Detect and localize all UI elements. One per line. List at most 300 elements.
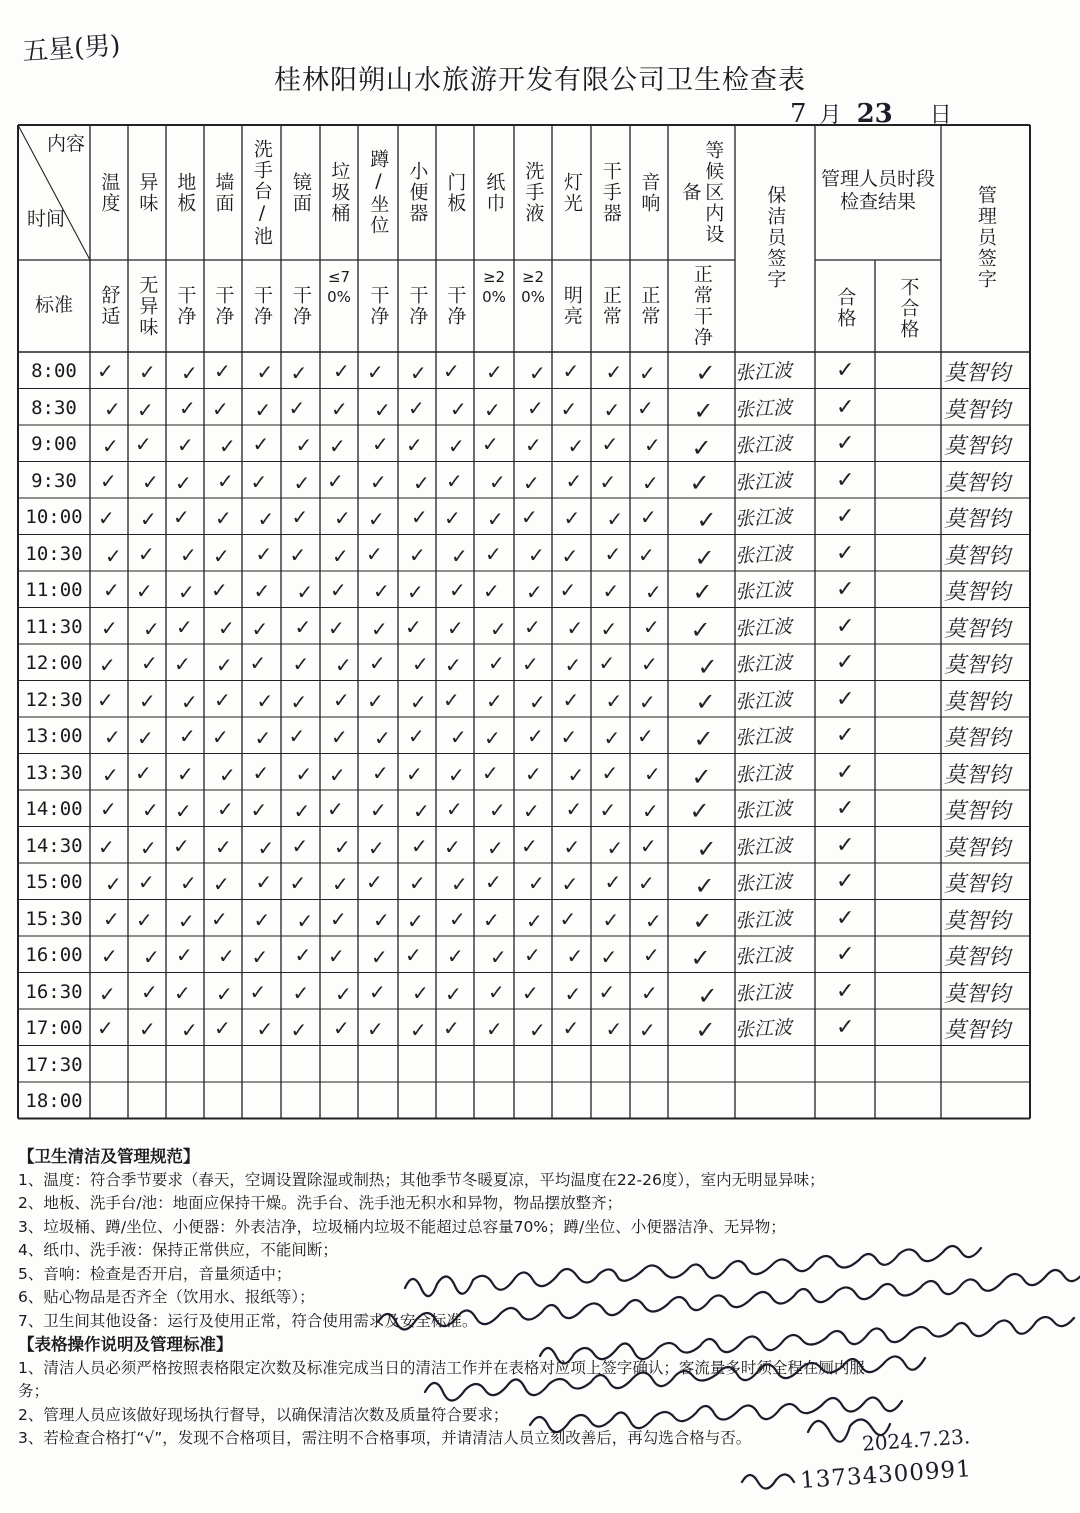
check-mark: ✓ bbox=[373, 907, 390, 932]
check-mark: ✓ bbox=[214, 359, 231, 383]
check-mark: ✓ bbox=[443, 359, 460, 383]
check-mark: ✓ bbox=[559, 906, 577, 931]
check-mark: ✓ bbox=[524, 614, 541, 639]
check-mark: ✓ bbox=[140, 835, 157, 860]
manager-result-pass: ✓ bbox=[836, 905, 855, 931]
check-mark: ✓ bbox=[296, 580, 314, 604]
manager-result-pass: ✓ bbox=[836, 723, 855, 748]
check-mark: ✓ bbox=[601, 760, 619, 785]
handwritten-note-phone: 13734300991 bbox=[799, 1456, 973, 1494]
check-mark: ✓ bbox=[136, 579, 153, 603]
check-mark: ✓ bbox=[527, 724, 544, 748]
check-mark: ✓ bbox=[295, 433, 313, 457]
cleaner-signature: 张江波 bbox=[734, 505, 793, 531]
rule-item: 4、纸巾、洗手液：保持正常供应，不能间断； bbox=[18, 1241, 338, 1259]
manager-signature: 莫智钧 bbox=[944, 470, 1011, 496]
rule-item: 1、清洁人员必须严格按照表格限定次数及标准完成当日的清洁工作并在表格对应项上签字确认；客流量多时须全程在厕内服 bbox=[18, 1358, 865, 1377]
check-mark: ✓ bbox=[444, 506, 461, 530]
time-label: 14:00 bbox=[25, 798, 83, 820]
check-mark: ✓ bbox=[369, 651, 386, 675]
check-mark: ✓ bbox=[637, 724, 654, 748]
check-mark: ✓ bbox=[602, 579, 620, 603]
column-standard-14: 正常 bbox=[638, 285, 661, 327]
cleaner-signature: 张江波 bbox=[734, 578, 793, 604]
column-standard-6: ≤70% bbox=[327, 268, 351, 306]
check-mark: ✓ bbox=[521, 833, 538, 858]
time-label: 10:30 bbox=[25, 542, 83, 565]
check-mark: ✓ bbox=[450, 396, 467, 421]
check-mark: ✓ bbox=[100, 797, 117, 821]
check-mark: ✓ bbox=[482, 760, 499, 785]
check-mark: ✓ bbox=[255, 870, 273, 894]
check-mark: ✓ bbox=[256, 360, 274, 384]
check-mark: ✓ bbox=[139, 360, 156, 384]
manager-signature: 莫智钧 bbox=[944, 434, 1011, 459]
check-mark: ✓ bbox=[642, 470, 659, 495]
check-mark: ✓ bbox=[604, 870, 622, 894]
check-mark: ✓ bbox=[638, 542, 655, 567]
check-mark: ✓ bbox=[288, 724, 306, 748]
column-header-11: 洗手液 bbox=[522, 161, 545, 224]
column-header-0: 温度 bbox=[98, 171, 121, 214]
check-mark: ✓ bbox=[486, 688, 503, 713]
rule-item: 务； bbox=[18, 1382, 50, 1400]
check-mark: ✓ bbox=[690, 615, 711, 644]
column-standard-9: 干净 bbox=[444, 285, 467, 327]
check-mark: ✓ bbox=[412, 980, 429, 1005]
manager-result-pass: ✓ bbox=[836, 1015, 855, 1040]
check-mark: ✓ bbox=[137, 726, 154, 750]
header-corner-top: 内容 bbox=[46, 133, 85, 155]
check-mark: ✓ bbox=[138, 541, 155, 566]
check-mark: ✓ bbox=[293, 470, 311, 495]
check-mark: ✓ bbox=[565, 468, 583, 493]
column-standard-11: ≥20% bbox=[521, 268, 545, 306]
check-mark: ✓ bbox=[257, 835, 275, 860]
check-mark: ✓ bbox=[485, 541, 502, 566]
time-label: 17:30 bbox=[25, 1053, 83, 1076]
check-mark: ✓ bbox=[605, 360, 623, 384]
check-mark: ✓ bbox=[696, 834, 717, 863]
column-standard-2: 干净 bbox=[174, 285, 197, 327]
check-mark: ✓ bbox=[695, 687, 716, 716]
check-mark: ✓ bbox=[694, 543, 715, 572]
manager-signature: 莫智钧 bbox=[944, 653, 1011, 678]
check-mark: ✓ bbox=[406, 433, 423, 457]
check-mark: ✓ bbox=[529, 689, 546, 714]
column-header-12: 灯光 bbox=[560, 171, 583, 214]
check-mark: ✓ bbox=[486, 1017, 503, 1041]
check-mark: ✓ bbox=[176, 943, 193, 967]
manager-signature: 莫智钧 bbox=[944, 361, 1011, 386]
check-mark: ✓ bbox=[450, 725, 467, 749]
check-mark: ✓ bbox=[407, 908, 424, 933]
check-mark: ✓ bbox=[644, 433, 661, 457]
cleaner-signature: 张江波 bbox=[734, 761, 793, 786]
manager-signature: 莫智钧 bbox=[944, 835, 1011, 861]
check-mark: ✓ bbox=[104, 396, 121, 421]
check-mark: ✓ bbox=[691, 762, 712, 791]
check-mark: ✓ bbox=[690, 944, 711, 972]
column-header-8: 小便器 bbox=[406, 161, 429, 224]
check-mark: ✓ bbox=[290, 1018, 308, 1042]
check-mark: ✓ bbox=[562, 359, 580, 383]
time-label: 8:00 bbox=[31, 360, 77, 382]
column-standard-7: 干净 bbox=[367, 285, 390, 327]
check-mark: ✓ bbox=[250, 798, 268, 822]
check-mark: ✓ bbox=[410, 1018, 427, 1042]
cleaner-signature: 张江波 bbox=[734, 980, 793, 1005]
time-label: 15:00 bbox=[25, 871, 83, 893]
check-mark: ✓ bbox=[603, 726, 621, 750]
manager-result-pass: ✓ bbox=[836, 504, 855, 529]
check-mark: ✓ bbox=[487, 835, 504, 860]
check-mark: ✓ bbox=[103, 578, 120, 602]
check-mark: ✓ bbox=[413, 799, 430, 823]
column-header-14: 音响 bbox=[638, 171, 661, 214]
rule-item: 3、若检查合格打“√”，发现不合格项目，需注明不合格事项，并请清洁人员立刻改善后，再勾选合格与否。 bbox=[18, 1429, 752, 1447]
cleaner-signature: 张江波 bbox=[734, 542, 793, 567]
check-mark: ✓ bbox=[174, 652, 191, 676]
handwritten-note-date: 2024.7.23. bbox=[861, 1424, 971, 1456]
check-mark: ✓ bbox=[637, 395, 654, 420]
check-mark: ✓ bbox=[644, 761, 661, 786]
check-mark: ✓ bbox=[602, 907, 620, 932]
check-mark: ✓ bbox=[329, 434, 346, 458]
check-mark: ✓ bbox=[252, 760, 270, 785]
rule-item: 1、温度：符合季节要求（春天，空调设置除湿或制热；其他季节冬暖夏凉，平均温度在22-26度），室内无明显异味； bbox=[18, 1170, 825, 1189]
check-mark: ✓ bbox=[641, 652, 658, 676]
check-mark: ✓ bbox=[562, 1016, 580, 1040]
check-mark: ✓ bbox=[252, 432, 270, 456]
rule-item: 2、地板、洗手台/池：地面应保持干燥。洗手台、洗手池无积水和异物，物品摆放整齐； bbox=[18, 1194, 623, 1212]
check-mark: ✓ bbox=[645, 908, 662, 933]
check-mark: ✓ bbox=[328, 615, 345, 640]
check-mark: ✓ bbox=[289, 542, 307, 567]
check-mark: ✓ bbox=[213, 543, 230, 568]
check-mark: ✓ bbox=[211, 906, 228, 931]
manager-signature: 莫智钧 bbox=[944, 945, 1011, 970]
check-mark: ✓ bbox=[290, 361, 308, 385]
column-header-3: 墙面 bbox=[212, 171, 235, 214]
date-month-label: 月 bbox=[819, 103, 842, 128]
check-mark: ✓ bbox=[367, 1017, 384, 1041]
check-mark: ✓ bbox=[105, 543, 122, 568]
check-mark: ✓ bbox=[412, 652, 429, 676]
check-mark: ✓ bbox=[140, 507, 157, 531]
column-standard-15: 正常干净 bbox=[690, 264, 713, 348]
page-title: 桂林阳朔山水旅游开发有限公司卫生检查表 bbox=[274, 65, 806, 96]
column-header-15: 等候区内设备 bbox=[679, 140, 725, 245]
check-mark: ✓ bbox=[97, 687, 114, 712]
check-mark: ✓ bbox=[521, 505, 538, 529]
column-standard-1: 无异味 bbox=[136, 274, 159, 338]
check-mark: ✓ bbox=[525, 433, 542, 457]
column-standard-13: 正常 bbox=[599, 285, 622, 327]
check-mark: ✓ bbox=[100, 468, 117, 493]
check-mark: ✓ bbox=[445, 653, 462, 677]
check-mark: ✓ bbox=[181, 1018, 198, 1042]
check-mark: ✓ bbox=[605, 688, 623, 713]
check-mark: ✓ bbox=[527, 395, 544, 420]
check-mark: ✓ bbox=[372, 432, 389, 456]
time-label: 18:00 bbox=[25, 1090, 83, 1112]
check-mark: ✓ bbox=[327, 797, 344, 821]
check-mark: ✓ bbox=[486, 360, 503, 384]
check-mark: ✓ bbox=[483, 579, 500, 603]
check-mark: ✓ bbox=[212, 725, 229, 749]
check-mark: ✓ bbox=[522, 980, 539, 1005]
manager-signature: 莫智钧 bbox=[944, 908, 1011, 934]
column-standard-0: 舒适 bbox=[98, 285, 121, 327]
date-day: 23 bbox=[856, 99, 893, 129]
check-mark: ✓ bbox=[217, 468, 234, 493]
check-mark: ✓ bbox=[693, 396, 714, 425]
check-mark: ✓ bbox=[638, 871, 655, 895]
check-mark: ✓ bbox=[600, 616, 618, 641]
check-mark: ✓ bbox=[606, 835, 624, 860]
check-mark: ✓ bbox=[180, 871, 197, 895]
check-mark: ✓ bbox=[599, 469, 617, 494]
check-mark: ✓ bbox=[374, 726, 391, 750]
check-mark: ✓ bbox=[334, 834, 351, 859]
manager-signature: 莫智钧 bbox=[944, 543, 1011, 569]
check-mark: ✓ bbox=[525, 761, 542, 786]
check-mark: ✓ bbox=[249, 651, 267, 675]
check-mark: ✓ bbox=[449, 906, 466, 931]
rule-item: 6、贴心物品是否齐全（饮用水、报纸等）； bbox=[18, 1288, 315, 1306]
check-mark: ✓ bbox=[567, 434, 585, 458]
column-header-1: 异味 bbox=[136, 171, 159, 214]
check-mark: ✓ bbox=[487, 507, 504, 531]
check-mark: ✓ bbox=[330, 906, 347, 931]
check-mark: ✓ bbox=[332, 872, 349, 896]
cleaner-signature: 张江波 bbox=[734, 396, 793, 421]
check-mark: ✓ bbox=[566, 615, 584, 640]
check-mark: ✓ bbox=[217, 797, 234, 821]
rule-item: 7、卫生间其他设备：运行及使用正常，符合使用需求及安全标准。 bbox=[18, 1311, 478, 1330]
check-mark: ✓ bbox=[697, 981, 718, 1010]
check-mark: ✓ bbox=[528, 871, 545, 895]
manager-result-pass: ✓ bbox=[836, 978, 855, 1004]
pass-header: 合格 bbox=[834, 287, 857, 329]
manager-result-pass: ✓ bbox=[836, 394, 855, 420]
check-mark: ✓ bbox=[175, 799, 192, 823]
check-mark: ✓ bbox=[216, 981, 233, 1006]
check-mark: ✓ bbox=[694, 872, 715, 900]
check-mark: ✓ bbox=[173, 833, 190, 858]
check-mark: ✓ bbox=[366, 870, 383, 894]
corner-note: 五星(男) bbox=[21, 30, 122, 68]
check-mark: ✓ bbox=[334, 506, 351, 530]
check-mark: ✓ bbox=[445, 981, 462, 1006]
check-mark: ✓ bbox=[214, 687, 231, 712]
column-header-2: 地板 bbox=[174, 171, 197, 214]
check-mark: ✓ bbox=[374, 397, 391, 422]
check-mark: ✓ bbox=[328, 944, 345, 968]
check-mark: ✓ bbox=[695, 359, 716, 387]
check-mark: ✓ bbox=[139, 1017, 156, 1041]
check-mark: ✓ bbox=[600, 945, 618, 969]
time-label: 12:00 bbox=[25, 652, 83, 674]
check-mark: ✓ bbox=[331, 725, 348, 749]
check-mark: ✓ bbox=[560, 725, 578, 749]
check-mark: ✓ bbox=[215, 834, 232, 859]
time-label: 8:30 bbox=[31, 396, 77, 419]
check-mark: ✓ bbox=[373, 579, 390, 603]
column-standard-8: 干净 bbox=[406, 285, 429, 327]
check-mark: ✓ bbox=[335, 981, 352, 1006]
check-mark: ✓ bbox=[411, 505, 428, 529]
check-mark: ✓ bbox=[529, 361, 546, 385]
check-mark: ✓ bbox=[639, 361, 656, 385]
check-mark: ✓ bbox=[564, 653, 582, 677]
column-standard-12: 明亮 bbox=[560, 285, 583, 327]
check-mark: ✓ bbox=[142, 469, 159, 494]
check-mark: ✓ bbox=[329, 762, 346, 787]
check-mark: ✓ bbox=[173, 505, 190, 529]
check-mark: ✓ bbox=[643, 943, 660, 967]
fail-header: 不合格 bbox=[897, 276, 920, 340]
time-label: 10:00 bbox=[25, 506, 83, 528]
column-header-6: 垃圾桶 bbox=[328, 161, 351, 224]
manager-signature: 莫智钧 bbox=[944, 507, 1011, 532]
check-mark: ✓ bbox=[405, 943, 422, 967]
manager-result-pass: ✓ bbox=[836, 431, 855, 456]
cleaner-signature: 张江波 bbox=[734, 943, 793, 969]
rule-item: 2、管理人员应该做好现场执行督导，以确保清洁次数及质量符合要求； bbox=[18, 1405, 509, 1424]
check-mark: ✓ bbox=[179, 395, 196, 420]
check-mark: ✓ bbox=[251, 945, 269, 969]
check-mark: ✓ bbox=[489, 469, 506, 494]
column-header-9: 门板 bbox=[444, 171, 467, 214]
check-mark: ✓ bbox=[142, 798, 159, 822]
time-label: 16:00 bbox=[25, 944, 83, 966]
check-mark: ✓ bbox=[490, 945, 507, 969]
check-mark: ✓ bbox=[101, 615, 118, 640]
date-day-label: 日 bbox=[929, 103, 952, 128]
cleaner-signature: 张江波 bbox=[734, 834, 793, 859]
rule-item: 5、音响：检查是否开启，音量须适中； bbox=[18, 1264, 292, 1283]
check-mark: ✓ bbox=[563, 506, 581, 530]
check-mark: ✓ bbox=[696, 506, 717, 534]
check-mark: ✓ bbox=[405, 614, 422, 639]
rule-item: 3、垃圾桶、蹲/坐位、小便器：外表洁净，垃圾桶内垃圾不能超过总容量70%；蹲/坐位、小便器洁净、无异物； bbox=[18, 1217, 786, 1236]
check-mark: ✓ bbox=[290, 689, 308, 714]
check-mark: ✓ bbox=[330, 578, 347, 602]
check-mark: ✓ bbox=[254, 397, 272, 422]
check-mark: ✓ bbox=[446, 797, 463, 821]
time-label: 16:30 bbox=[25, 980, 83, 1003]
time-label: 17:00 bbox=[25, 1017, 83, 1039]
check-mark: ✓ bbox=[482, 432, 499, 456]
cleaner-sign-header: 保洁员签字 bbox=[764, 184, 787, 290]
check-mark: ✓ bbox=[179, 724, 196, 748]
check-mark: ✓ bbox=[599, 798, 617, 822]
rules-heading-2: 【表格操作说明及管理标准】 bbox=[18, 1335, 233, 1354]
check-mark: ✓ bbox=[136, 907, 153, 932]
check-mark: ✓ bbox=[211, 578, 228, 602]
check-mark: ✓ bbox=[483, 907, 500, 932]
check-mark: ✓ bbox=[526, 580, 543, 604]
check-mark: ✓ bbox=[606, 507, 624, 531]
time-label: 11:00 bbox=[25, 579, 83, 601]
check-mark: ✓ bbox=[523, 470, 540, 495]
check-mark: ✓ bbox=[407, 580, 424, 604]
check-mark: ✓ bbox=[254, 726, 272, 750]
check-mark: ✓ bbox=[292, 980, 310, 1005]
header-standard-label: 标准 bbox=[34, 294, 73, 316]
check-mark: ✓ bbox=[559, 578, 577, 602]
check-mark: ✓ bbox=[253, 907, 271, 932]
check-mark: ✓ bbox=[214, 1016, 231, 1040]
column-standard-10: ≥20% bbox=[482, 268, 506, 306]
check-mark: ✓ bbox=[643, 614, 660, 639]
check-mark: ✓ bbox=[251, 616, 269, 641]
check-mark: ✓ bbox=[332, 543, 349, 568]
column-header-10: 纸巾 bbox=[483, 171, 506, 214]
check-mark: ✓ bbox=[218, 615, 235, 640]
time-label: 13:30 bbox=[25, 761, 83, 784]
check-mark: ✓ bbox=[102, 434, 119, 458]
check-mark: ✓ bbox=[143, 945, 160, 969]
manager-signature: 莫智钧 bbox=[944, 981, 1011, 1007]
check-mark: ✓ bbox=[449, 578, 466, 602]
check-mark: ✓ bbox=[526, 908, 543, 933]
check-mark: ✓ bbox=[370, 469, 387, 494]
column-standard-4: 干净 bbox=[250, 285, 273, 327]
check-mark: ✓ bbox=[371, 616, 388, 641]
manager-result-pass: ✓ bbox=[836, 540, 855, 566]
check-mark: ✓ bbox=[524, 943, 541, 967]
check-mark: ✓ bbox=[288, 395, 306, 420]
check-mark: ✓ bbox=[640, 505, 657, 529]
check-mark: ✓ bbox=[177, 761, 194, 786]
check-mark: ✓ bbox=[219, 434, 236, 458]
column-header-7: 蹲/坐位 bbox=[367, 149, 390, 236]
check-mark: ✓ bbox=[645, 580, 662, 604]
check-mark: ✓ bbox=[451, 543, 468, 568]
manager-result-pass: ✓ bbox=[836, 759, 855, 785]
check-mark: ✓ bbox=[529, 1018, 546, 1042]
column-standard-5: 干净 bbox=[289, 285, 312, 327]
check-mark: ✓ bbox=[367, 688, 384, 713]
time-label: 13:00 bbox=[25, 725, 83, 747]
manager-signature: 莫智钧 bbox=[944, 799, 1011, 824]
check-mark: ✓ bbox=[181, 361, 198, 385]
check-mark: ✓ bbox=[561, 872, 579, 896]
check-mark: ✓ bbox=[175, 470, 192, 495]
check-mark: ✓ bbox=[292, 652, 310, 676]
manager-result-pass: ✓ bbox=[836, 796, 855, 821]
check-mark: ✓ bbox=[563, 834, 581, 859]
check-mark: ✓ bbox=[369, 979, 386, 1004]
check-mark: ✓ bbox=[295, 761, 313, 786]
manager-result-pass: ✓ bbox=[836, 358, 855, 383]
check-mark: ✓ bbox=[409, 871, 426, 895]
check-mark: ✓ bbox=[101, 944, 118, 968]
check-mark: ✓ bbox=[601, 432, 619, 456]
check-mark: ✓ bbox=[255, 541, 273, 566]
check-mark: ✓ bbox=[410, 361, 427, 385]
check-mark: ✓ bbox=[213, 872, 230, 896]
rules-heading-1: 【卫生清洁及管理规范】 bbox=[18, 1147, 200, 1166]
manager-signature: 莫智钧 bbox=[944, 726, 1011, 751]
check-mark: ✓ bbox=[178, 908, 195, 933]
cleaner-signature: 张江波 bbox=[734, 907, 793, 932]
check-mark: ✓ bbox=[697, 653, 718, 681]
check-mark: ✓ bbox=[488, 979, 505, 1004]
